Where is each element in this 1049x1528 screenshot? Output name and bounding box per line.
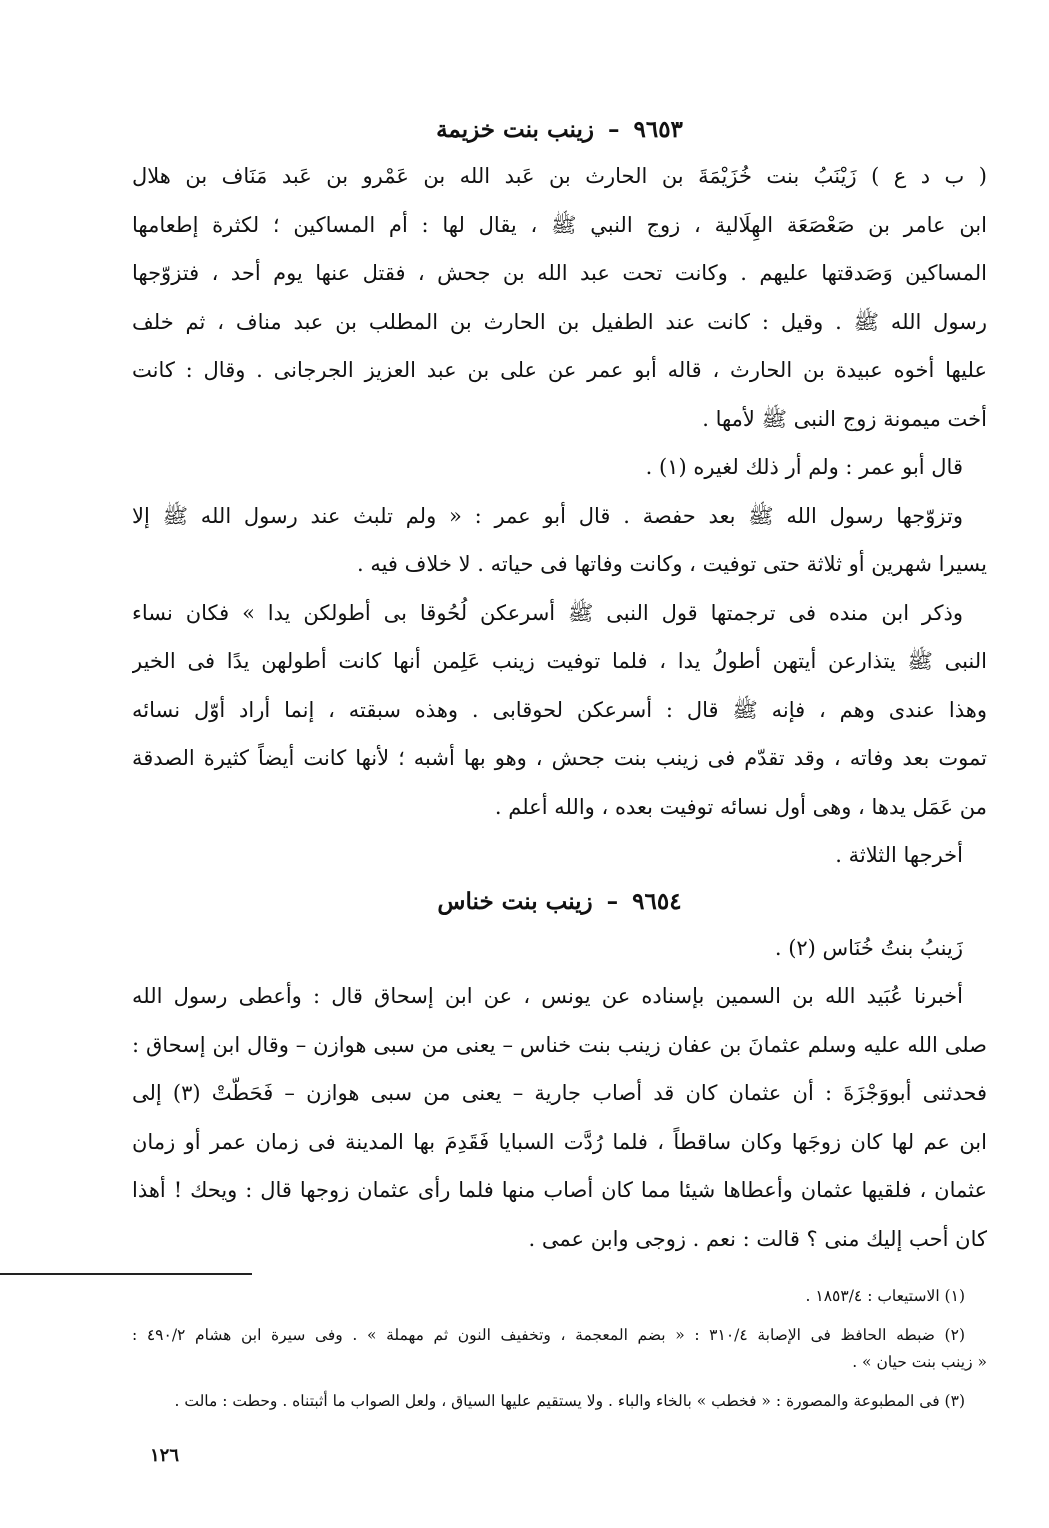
- entry-name: زينب بنت خزيمة: [436, 116, 594, 143]
- paragraph-lineage: [132, 152, 987, 443]
- text-line: كان أحب إليك منى ؟ قالت : نعم . زوجى وابن عمى .: [528, 1226, 987, 1251]
- paragraph-narration: [132, 972, 987, 1263]
- entry-number: ٩٦٥٤: [632, 887, 682, 915]
- heading-separator: –: [608, 116, 620, 143]
- text-line: من عَمَل يدها ، وهى أول نسائه توفيت بعده ، والله أعلم .: [494, 794, 987, 819]
- text-line: تموت بعد وفاته ، وقد تقدّم فى زينب بنت جحش ، وهو بها أشبه ؛ لأنها كانت أيضاً كثيرة الصدقة: [132, 746, 987, 770]
- entry-heading-9654: [132, 880, 987, 924]
- text-line: ( ب د ع ) زَيْنَبُ بنت خُزَيْمَةَ بن الحارث بن عَبد الله بن عَمْرو بن عَبد مَنَاف بن هلال: [132, 164, 987, 188]
- text-line: وتزوّجها رسول الله ﷺ بعد حفصة . قال أبو عمر : « ولم تلبث عند رسول الله ﷺ إلا: [132, 503, 963, 528]
- entry-heading-9653: [132, 108, 987, 152]
- footnote-1: (١) الاستيعاب : ١٨٥٣/٤ .: [805, 1287, 965, 1305]
- footnote-divider: [0, 1273, 252, 1275]
- heading-separator: –: [606, 887, 619, 915]
- paragraph-abu-umar: [132, 443, 987, 492]
- footnotes: [132, 1283, 987, 1415]
- paragraph-name: [132, 924, 987, 973]
- text-line: زَينبُ بنتُ خُنَاس (٢) .: [774, 935, 963, 960]
- text-line: أخبرنا عُبَيد الله بن السمين بإسناده عن يونس ، عن ابن إسحاق قال : وأعطى رسول الله: [132, 984, 963, 1008]
- footnote-3: (٣) فى المطبوعة والمصورة : « فخطب » بالخاء والباء . ولا يستقيم عليها السياق ، ولعل الصواب ما أثبتناه . وحطت : مالت .: [174, 1392, 965, 1410]
- text-line: قال أبو عمر : ولم أر ذلك لغيره (١) .: [645, 455, 963, 479]
- text-line: وذكر ابن منده فى ترجمتها قول النبى ﷺ أسرعكن لُحُوقا بى أطولكن يدا » فكان نساء: [132, 600, 963, 625]
- page-number: ١٢٦: [150, 1445, 180, 1466]
- text-line: ابن عامر بن صَعْصَعَة الهِلَالية ، زوج النبي ﷺ ، يقال لها : أم المساكين ؛ لكثرة إطعامها: [132, 212, 987, 237]
- text-line: عليها أخوه عبيدة بن الحارث ، قاله أبو عمر عن على بن عبد العزيز الجرجانى . وقال : كانت: [132, 358, 987, 382]
- entry-name: زينب بنت خناس: [437, 887, 593, 915]
- text-line: أخت ميمونة زوج النبى ﷺ لأمها .: [702, 406, 987, 431]
- text-line: رسول الله ﷺ . وقيل : كانت عند الطفيل بن الحارث بن المطلب بن عبد مناف ، ثم خلف: [132, 309, 987, 334]
- text-line: فحدثنى أبووَجْزَةَ : أن عثمان كان قد أصاب جارية – يعنى من سبى هوازن – فَحَطّتْ (٣) إلى: [132, 1081, 987, 1105]
- text-line: صلى الله عليه وسلم عثمانَ بن عفان زينب بنت خناس – يعنى من سبى هوازن – وقال ابن إسحاق :: [132, 1032, 987, 1057]
- text-line: عثمان ، فلقيها عثمان وأعطاها شيئا مما كان أصاب منها فلما رأى عثمان زوجها قال : ويحك ! أهذا: [132, 1178, 987, 1202]
- text-line: ابن عم لها كان زوجَها وكان ساقطاً ، فلما رُدَّت السبايا فَقَدِمَ بها المدينة فى زمان عمر أو زمان: [132, 1129, 987, 1154]
- entry-number: ٩٦٥٣: [633, 116, 683, 143]
- text-line: وهذا عندى وهم ، فإنه ﷺ قال : أسرعكن لحوقابى . وهذه سبقته ، إنما أراد أوّل نسائه: [132, 697, 987, 722]
- text-line: النبى ﷺ يتذارعن أيتهن أطولُ يدا ، فلما توفيت زينب عَلِمن أنها كانت أطولهن يدًا فى الخير: [132, 649, 987, 673]
- paragraph-sources: [132, 831, 987, 880]
- footnote-2-continued: « زينب بنت حيان » .: [852, 1353, 987, 1371]
- paragraph-ibn-mandah: [132, 589, 987, 832]
- text-line: يسيرا شهرين أو ثلاثة حتى توفيت ، وكانت وفاتها فى حياته . لا خلاف فيه .: [356, 552, 987, 576]
- text-line: أخرجها الثلاثة .: [835, 843, 963, 867]
- text-line: المساكين وَصَدقتها عليهم . وكانت تحت عبد الله بن جحش ، فقتل عنها يوم أحد ، فتزوّجها: [132, 261, 987, 285]
- footnote-2: (٢) ضبطه الحافظ فى الإصابة ٣١٠/٤ : « بضم المعجمة ، وتخفيف النون ثم مهملة » . وفى سيرة ابن هشام ٤٩٠/٢ :: [132, 1326, 965, 1344]
- paragraph-marriage: [132, 492, 987, 589]
